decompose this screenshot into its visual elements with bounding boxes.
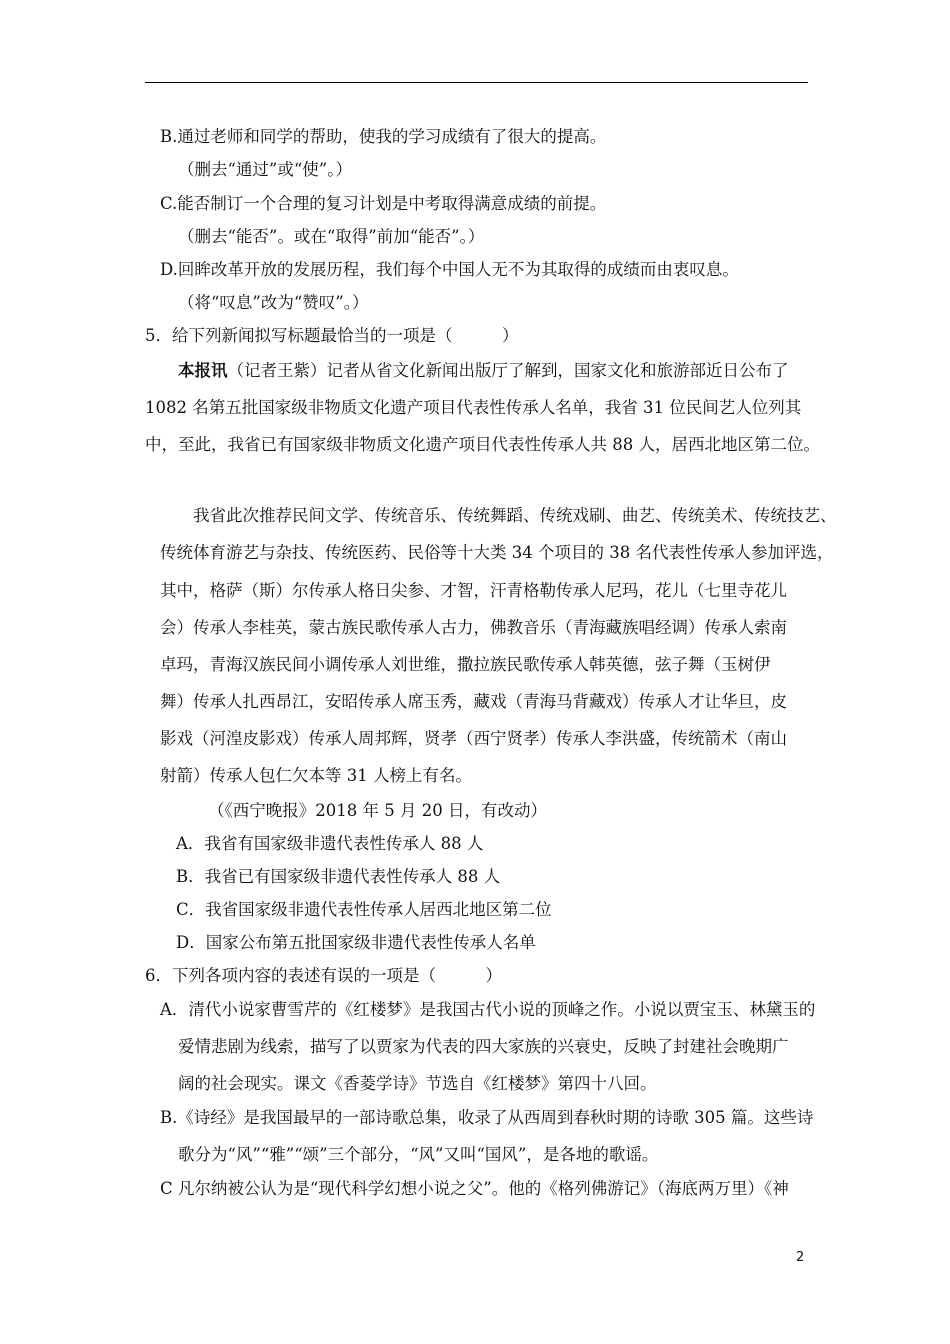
- q5-option-d: D．国家公布第五批国家级非遗代表性传承人名单: [176, 933, 536, 952]
- q5-body-line-4: 会）传承人李桂英，蒙古族民歌传承人古力，佛教音乐（青海藏族唱经调）传承人索南: [160, 618, 787, 637]
- q5-option-a: A．我省有国家级非遗代表性传承人 88 人: [176, 834, 484, 853]
- q5-stem: 5．给下列新闻拟写标题最恰当的一项是（ ）: [145, 326, 519, 345]
- q5-body-line-2: 传统体育游艺与杂技、传统医药、民俗等十大类 34 个项目的 38 名代表性传承人参加评选，: [160, 543, 834, 562]
- page-number: 2: [796, 1250, 805, 1265]
- q6-option-b-line-2: 歌分为“风”“雅”“颂”三个部分，“风”又叫“国风”，是各地的歌谣。: [178, 1145, 659, 1164]
- q5-body-line-3: 其中，格萨（斯）尔传承人格日尖参、才智，汗青格勒传承人尼玛，花儿（七里寺花儿: [160, 581, 787, 600]
- q4-option-d-fix: （将“叹息”改为“赞叹”。）: [178, 293, 369, 312]
- q5-body-line-8: 射箭）传承人包仁欠本等 31 人榜上有名。: [160, 766, 472, 785]
- q4-option-d: D.回眸改革开放的发展历程，我们每个中国人无不为其取得的成绩而由衷叹息。: [160, 260, 739, 279]
- header-rule: [145, 82, 808, 83]
- q5-body-line-1: 我省此次推荐民间文学、传统音乐、传统舞蹈、传统戏刷、曲艺、传统美术、传统技艺、: [193, 506, 837, 525]
- q5-option-b: B．我省已有国家级非遗代表性传承人 88 人: [176, 867, 501, 886]
- q6-stem: 6．下列各项内容的表述有误的一项是（ ）: [145, 966, 502, 985]
- q5-lead-text: （记者王紫）记者从省文化新闻出版厅了解到，国家文化和旅游部近日公布了: [227, 361, 789, 380]
- q5-source: （《西宁晚报》2018 年 5 月 20 日，有改动）: [208, 801, 547, 820]
- q5-lead-line-2: 1082 名第五批国家级非物质文化遗产项目代表性传承人名单，我省 31 位民间艺人位列其: [145, 398, 802, 417]
- q5-lead-line-1: [178, 360, 789, 382]
- q6-option-a-line-1: A．清代小说家曹雪芹的《红楼梦》是我国古代小说的顶峰之作。小说以贾宝玉、林黛玉的: [160, 1000, 816, 1019]
- q5-lead-line-3: 中，至此，我省已有国家级非物质文化遗产项目代表性传承人共 88 人，居西北地区第二位。: [145, 435, 820, 454]
- q6-option-c-line-1: C 凡尔纳被公认为是“现代科学幻想小说之父”。他的《格列佛游记》（海底两万里）《神: [160, 1179, 789, 1198]
- q5-lead-bold: 本报讯: [178, 361, 228, 380]
- q5-body-line-7: 影戏（河湟皮影戏）传承人周邦辉，贤孝（西宁贤孝）传承人李洪盛，传统箭术（南山: [160, 729, 787, 748]
- q6-option-b-line-1: B.《诗经》是我国最早的一部诗歌总集，收录了从西周到春秋时期的诗歌 305 篇。这些诗: [160, 1108, 814, 1127]
- q5-body-line-6: 舞）传承人扎西昂江，安昭传承人席玉秀，藏戏（青海马背藏戏）传承人才让华旦，皮: [160, 692, 787, 711]
- q5-option-c: C．我省国家级非遗代表性传承人居西北地区第二位: [176, 900, 552, 919]
- q6-option-a-line-2: 爱情悲剧为线索，描写了以贾家为代表的四大家族的兴衰史，反映了封建社会晚期广: [178, 1037, 789, 1056]
- q4-option-b: B.通过老师和同学的帮助，使我的学习成绩有了很大的提高。: [160, 127, 607, 146]
- q6-option-a-line-3: 阔的社会现实。课文《香菱学诗》节选自《红楼梦》第四十八回。: [178, 1074, 657, 1093]
- q4-option-b-fix: （删去“通过”或“使”。）: [178, 160, 352, 179]
- q4-option-c: C.能否制订一个合理的复习计划是中考取得满意成绩的前提。: [160, 194, 607, 213]
- q5-body-line-5: 卓玛，青海汉族民间小调传承人刘世维，撒拉族民歌传承人韩英德，弦子舞（玉树伊: [160, 655, 771, 674]
- q4-option-c-fix: （删去“能否”。或在“取得”前加“能否”。）: [178, 227, 485, 246]
